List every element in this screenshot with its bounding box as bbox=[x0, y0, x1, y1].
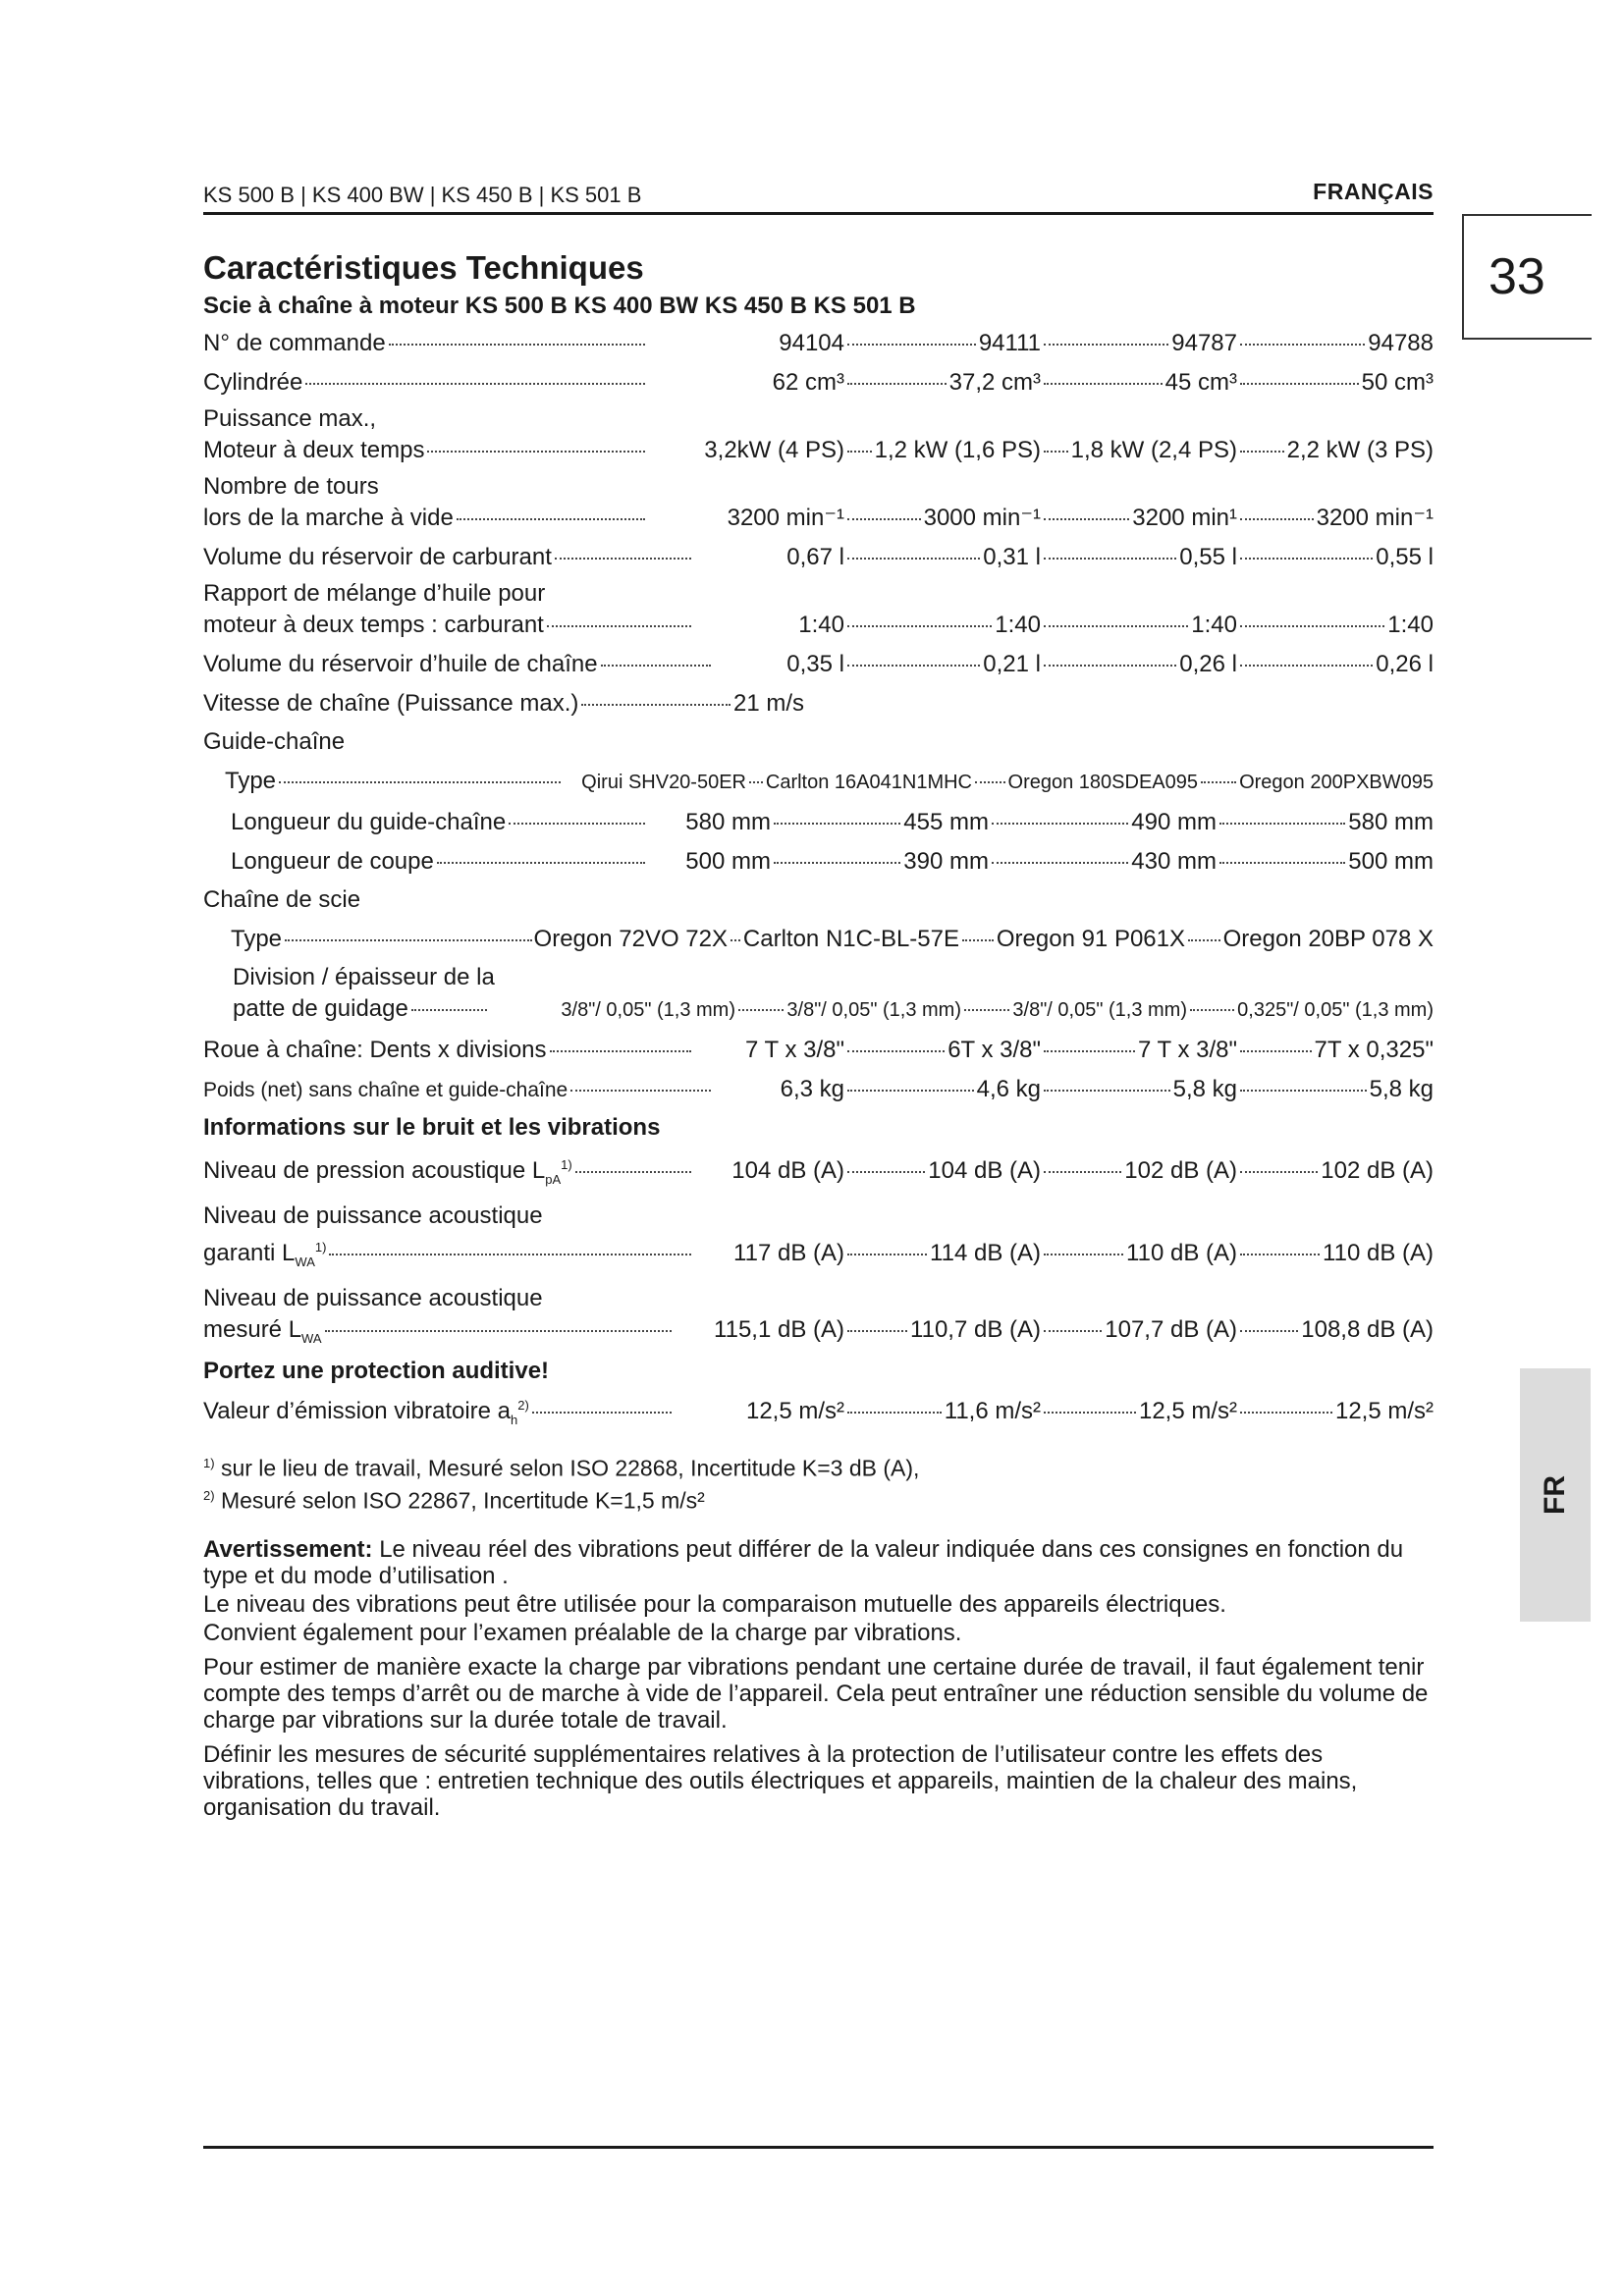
spec-value: 0,325"/ 0,05" (1,3 mm) bbox=[1237, 999, 1434, 1021]
spec-label: moteur à deux temps : carburant bbox=[203, 612, 544, 638]
spec-value: 1,8 kW (2,4 PS) bbox=[1070, 437, 1237, 463]
warning-paragraph: Avertissement: Le niveau réel des vibrations peut différer de la valeur indiquée dans ces consignes en fonction du type et du mode d’utilisation . bbox=[203, 1535, 1404, 1589]
spec-value: 7 T x 3/8" bbox=[1137, 1037, 1237, 1063]
spec-value: Oregon 20BP 078 X bbox=[1222, 926, 1434, 952]
spec-value: Oregon 200PXBW095 bbox=[1239, 772, 1434, 793]
spec-value: 110 dB (A) bbox=[1126, 1239, 1237, 1266]
spec-value: 455 mm bbox=[903, 809, 989, 835]
spec-value: 104 dB (A) bbox=[928, 1157, 1041, 1184]
spec-value: 0,26 l bbox=[1376, 651, 1434, 677]
spec-value: 2,2 kW (3 PS) bbox=[1286, 437, 1434, 463]
warning-paragraph: Définir les mesures de sécurité supplémentaires relatives à la protection de l’utilisateur contre les effets des vibrations, telles que : entretien technique des outils électriques et appareils, maintien de la chaleur des mains, organisation du travail. bbox=[203, 1740, 1358, 1821]
spec-label: Poids (net) sans chaîne et guide-chaîne bbox=[203, 1079, 568, 1101]
spec-row bbox=[203, 502, 1434, 534]
spec-label-line: Niveau de puissance acoustique bbox=[203, 1284, 543, 1311]
spec-row bbox=[203, 765, 1434, 799]
spec-row bbox=[203, 648, 1434, 680]
saw-chain-heading: Chaîne de scie bbox=[203, 886, 361, 913]
spec-label: mesuré $L_{WA}$ bbox=[203, 1315, 322, 1346]
spec-row bbox=[203, 687, 1434, 720]
noise-heading: Informations sur le bruit et les vibrations bbox=[203, 1114, 661, 1141]
hearing-protection-notice: Portez une protection auditive! bbox=[203, 1358, 550, 1385]
spec-value: 3/8"/ 0,05" (1,3 mm) bbox=[786, 999, 961, 1021]
spec-value: Carlton 16A041N1MHC bbox=[765, 772, 972, 793]
spec-value: 110,7 dB (A) bbox=[910, 1315, 1041, 1343]
spec-row bbox=[203, 366, 1434, 399]
spec-value: 580 mm bbox=[1348, 809, 1434, 835]
spec-value: 390 mm bbox=[903, 848, 989, 875]
spec-value: 6,3 kg bbox=[780, 1076, 844, 1102]
spec-value: 1:40 bbox=[798, 612, 844, 638]
language-side-tab bbox=[1520, 1368, 1591, 1622]
page-number: 33 bbox=[1489, 248, 1545, 305]
spec-value: 490 mm bbox=[1131, 809, 1217, 835]
spec-value: 500 mm bbox=[685, 848, 771, 875]
spec-row bbox=[203, 1313, 1434, 1355]
spec-row bbox=[203, 1148, 1434, 1196]
spec-row bbox=[203, 1389, 1434, 1436]
spec-value: 3000 min⁻¹ bbox=[923, 505, 1041, 531]
spec-value: 500 mm bbox=[1348, 848, 1434, 875]
warning-paragraph: Convient également pour l’examen préalable de la charge par vibrations. bbox=[203, 1619, 962, 1646]
spec-value: Oregon 72VO 72X bbox=[533, 926, 728, 952]
spec-value: 0,55 l bbox=[1376, 544, 1434, 570]
spec-value: 6T x 3/8" bbox=[947, 1037, 1041, 1063]
spec-value: 1,2 kW (1,6 PS) bbox=[874, 437, 1041, 463]
spec-value: 115,1 dB (A) bbox=[714, 1315, 844, 1343]
spec-value: 50 cm³ bbox=[1361, 369, 1434, 396]
header-language: FRANÇAIS bbox=[1313, 179, 1434, 204]
spec-value: Oregon 180SDEA095 bbox=[1007, 772, 1198, 793]
spec-value: 3/8"/ 0,05" (1,3 mm) bbox=[1012, 999, 1187, 1021]
spec-row bbox=[203, 1231, 1434, 1278]
spec-value: 580 mm bbox=[685, 809, 771, 835]
spec-value: 7 T x 3/8" bbox=[744, 1037, 844, 1063]
spec-label: Moteur à deux temps bbox=[203, 437, 425, 463]
spec-value: 0,31 l bbox=[983, 544, 1041, 570]
spec-value: 5,8 kg bbox=[1172, 1076, 1237, 1102]
spec-value: 1:40 bbox=[995, 612, 1041, 638]
spec-row bbox=[203, 992, 1434, 1027]
spec-label: Volume du réservoir d’huile de chaîne bbox=[203, 651, 598, 677]
spec-label-line: Rapport de mélange d’huile pour bbox=[203, 580, 546, 607]
spec-value: 0,55 l bbox=[1179, 544, 1237, 570]
spec-label: Valeur d’émission vibratoire $a_h^{2)}$ bbox=[203, 1398, 529, 1428]
spec-value: 94104 bbox=[779, 330, 844, 356]
footnote-1: $^{1)}$ sur le lieu de travail, Mesuré selon ISO 22868, Incertitude K=3 dB (A), bbox=[203, 1455, 920, 1481]
spec-label: patte de guidage bbox=[233, 995, 408, 1022]
spec-value: 107,7 dB (A) bbox=[1105, 1315, 1237, 1343]
spec-value: 45 cm³ bbox=[1164, 369, 1237, 396]
header-rule bbox=[203, 212, 1434, 215]
spec-label-line: Nombre de tours bbox=[203, 473, 379, 500]
spec-value: 12,5 m/s² bbox=[1138, 1398, 1237, 1425]
spec-value: 3200 min¹ bbox=[1132, 505, 1237, 531]
spec-label: garanti $L_{WA}^{1)}$ bbox=[203, 1239, 327, 1269]
spec-value: 0,26 l bbox=[1179, 651, 1237, 677]
spec-value: 94787 bbox=[1171, 330, 1237, 356]
spec-label: Vitesse de chaîne (Puissance max.) bbox=[203, 690, 579, 717]
spec-value: 117 dB (A) bbox=[733, 1239, 844, 1266]
spec-value: 37,2 cm³ bbox=[948, 369, 1041, 396]
spec-label-line: Division / épaisseur de la bbox=[233, 964, 495, 990]
spec-label: Volume du réservoir de carburant bbox=[203, 544, 552, 570]
spec-value: 102 dB (A) bbox=[1321, 1157, 1434, 1184]
spec-value: 0,35 l bbox=[786, 651, 844, 677]
page-subtitle: Scie à chaîne à moteur KS 500 B KS 400 BW KS 450 B KS 501 B bbox=[203, 293, 916, 319]
spec-value: 94788 bbox=[1368, 330, 1434, 356]
spec-value: 3,2kW (4 PS) bbox=[704, 437, 844, 463]
spec-label: Niveau de pression acoustique $L_{pA}^{1)}$ bbox=[203, 1157, 572, 1187]
warning-paragraph: Pour estimer de manière exacte la charge par vibrations pendant une certaine durée de travail, il faut également tenir compte des temps d’arrêt ou de marche à vide de l’appareil. Cela peut entraîner une réduction sensible du volume de charge par vibrations sur la durée totale de travail. bbox=[203, 1653, 1429, 1734]
spec-value: Carlton N1C-BL-57E bbox=[742, 926, 959, 952]
spec-value: Oregon 91 P061X bbox=[996, 926, 1185, 952]
language-side-tab-label: FR bbox=[1539, 1475, 1571, 1515]
spec-value: 94111 bbox=[978, 330, 1041, 356]
spec-content bbox=[203, 249, 1434, 1821]
guide-bar-heading: Guide-chaîne bbox=[203, 728, 346, 755]
spec-label: Type bbox=[231, 926, 283, 952]
footer-rule bbox=[203, 2146, 1434, 2149]
spec-label: Cylindrée bbox=[203, 369, 303, 396]
spec-value: 5,8 kg bbox=[1369, 1076, 1434, 1102]
spec-value: 1:40 bbox=[1387, 612, 1434, 638]
spec-value: 114 dB (A) bbox=[930, 1239, 1041, 1266]
spec-label: Type bbox=[225, 768, 277, 794]
spec-row bbox=[203, 1034, 1434, 1066]
spec-row bbox=[203, 434, 1434, 466]
spec-value: 4,6 kg bbox=[976, 1076, 1041, 1102]
spec-value: 12,5 m/s² bbox=[1334, 1398, 1434, 1425]
footnote-2: $^{2)}$ Mesuré selon ISO 22867, Incertitude K=1,5 m/s² bbox=[203, 1487, 705, 1514]
spec-value: 1:40 bbox=[1191, 612, 1237, 638]
spec-row bbox=[203, 541, 1434, 573]
spec-value: 11,6 m/s² bbox=[944, 1398, 1041, 1425]
spec-value: 21 m/s bbox=[733, 690, 805, 717]
spec-value: 430 mm bbox=[1131, 848, 1217, 875]
spec-value: 0,67 l bbox=[786, 544, 844, 570]
spec-value: 3200 min⁻¹ bbox=[1316, 505, 1434, 531]
spec-value: 108,8 dB (A) bbox=[1301, 1315, 1434, 1343]
spec-value: 3200 min⁻¹ bbox=[727, 505, 844, 531]
spec-row bbox=[203, 806, 1434, 838]
spec-value: 7T x 0,325" bbox=[1314, 1037, 1434, 1063]
spec-row bbox=[203, 609, 1434, 641]
spec-label-line: Puissance max., bbox=[203, 405, 377, 432]
spec-value: 102 dB (A) bbox=[1124, 1157, 1237, 1184]
spec-row bbox=[203, 845, 1434, 878]
spec-row bbox=[203, 923, 1434, 955]
spec-value: 0,21 l bbox=[983, 651, 1041, 677]
spec-value: 12,5 m/s² bbox=[745, 1398, 844, 1425]
spec-label: Longueur du guide-chaîne bbox=[231, 809, 507, 835]
warning-paragraph: Le niveau des vibrations peut être utilisée pour la comparaison mutuelle des appareils électriques. bbox=[203, 1590, 1226, 1618]
spec-label: Longueur de coupe bbox=[231, 848, 434, 875]
page-title: Caractéristiques Techniques bbox=[203, 249, 644, 286]
spec-value: 110 dB (A) bbox=[1323, 1239, 1434, 1266]
spec-value: 104 dB (A) bbox=[731, 1157, 844, 1184]
spec-label: N° de commande bbox=[203, 330, 386, 356]
spec-row bbox=[203, 327, 1434, 359]
spec-value: Qirui SHV20-50ER bbox=[581, 772, 746, 793]
spec-value: 3/8"/ 0,05" (1,3 mm) bbox=[561, 999, 735, 1021]
spec-label: lors de la marche à vide bbox=[203, 505, 454, 531]
spec-row bbox=[203, 1073, 1434, 1106]
spec-label: Roue à chaîne: Dents x divisions bbox=[203, 1037, 547, 1063]
spec-label-line: Niveau de puissance acoustique bbox=[203, 1201, 543, 1229]
header-models: KS 500 B | KS 400 BW | KS 450 B | KS 501 B bbox=[203, 183, 642, 207]
spec-value: 62 cm³ bbox=[772, 369, 844, 396]
